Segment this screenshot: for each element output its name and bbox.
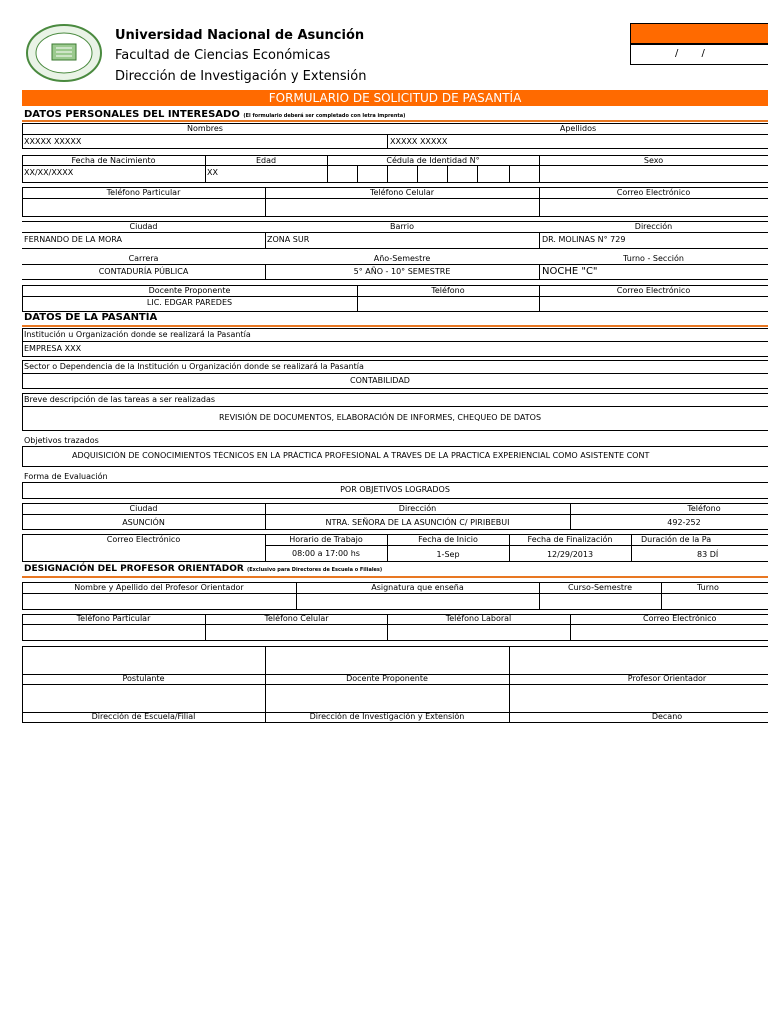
university-seal-logo (26, 24, 102, 82)
docente-correo-label: Correo Electrónico (616, 286, 691, 295)
sector-field[interactable]: CONTABILIDAD (350, 376, 410, 385)
forma-field[interactable]: POR OBJETIVOS LOGRADOS (340, 485, 450, 494)
section-personal-title: DATOS PERSONALES DEL INTERESADO (El formulario deberá ser completado con letra imprenta) (24, 109, 406, 120)
fin-field[interactable]: 12/29/2013 (546, 550, 594, 559)
horario-label: Horario de Trabajo (289, 535, 363, 544)
firma-docente: Docente Proponente (346, 674, 428, 683)
tel-part-label: Teléfono Particular (106, 188, 181, 197)
turno-label: Turno - Sección (623, 254, 684, 263)
firma-profesor: Profesor Orientador (627, 674, 707, 683)
apellidos-field[interactable]: XXXXX XXXXX (390, 137, 448, 146)
ciudad-label: Ciudad (129, 222, 158, 231)
asignatura-label: Asignatura que enseña (371, 583, 464, 592)
tel-cel-label: Teléfono Celular (369, 188, 435, 197)
university-name: Universidad Nacional de Asunción (115, 28, 365, 43)
form-number-box (630, 23, 768, 44)
sector-label: Sector o Dependencia de la Institución u Organización donde se realizará la Pasantía (24, 362, 364, 371)
pas-direccion-field[interactable]: NTRA. SEÑORA DE LA ASUNCIÓN C/ PIRIBEBUI (325, 518, 510, 527)
inst-label: Institución u Organización donde se realizará la Pasantía (24, 330, 251, 339)
faculty-name: Facultad de Ciencias Económicas (115, 48, 331, 63)
forma-label: Forma de Evaluación (24, 472, 108, 481)
docente-field[interactable]: LIC. EDGAR PAREDES (146, 298, 233, 307)
pas-ciudad-field[interactable]: ASUNCIÓN (122, 518, 165, 527)
divider (22, 120, 768, 122)
firma-dir-escuela: Dirección de Escuela/Filial (91, 712, 196, 721)
horario-field[interactable]: 08:00 a 17:00 hs (292, 549, 360, 558)
direccion-label: Dirección (634, 222, 673, 231)
objetivos-label: Objetivos trazados (24, 436, 99, 445)
barrio-field[interactable]: ZONA SUR (267, 235, 310, 244)
divider (22, 325, 768, 327)
sexo-label: Sexo (643, 156, 664, 165)
docente-tel-label: Teléfono (431, 286, 465, 295)
direccion-field[interactable]: DR. MOLINAS N° 729 (542, 235, 626, 244)
pas-ciudad-label: Ciudad (129, 504, 158, 513)
inst-field[interactable]: EMPRESA XXX (24, 344, 82, 353)
edad-field[interactable]: XX (207, 168, 218, 177)
inicio-label: Fecha de Inicio (418, 535, 478, 544)
prof-tel-cel-label: Teléfono Celular (264, 614, 329, 623)
duracion-label: Duración de la Pa (641, 535, 712, 544)
prof-tel-lab-label: Teléfono Laboral (445, 614, 512, 623)
direction-name: Dirección de Investigación y Extensión (115, 69, 367, 84)
fin-label: Fecha de Finalización (527, 535, 613, 544)
firma-decano: Decano (651, 712, 683, 721)
curso-label: Curso-Semestre (567, 583, 633, 592)
carrera-field[interactable]: CONTADURÍA PÚBLICA (98, 267, 189, 276)
edad-label: Edad (255, 156, 277, 165)
duracion-field[interactable]: 83 DÍ (697, 550, 719, 559)
prof-tel-part-label: Teléfono Particular (76, 614, 151, 623)
anio-label: Año-Semestre (373, 254, 431, 263)
turno-prof-label: Turno (697, 583, 719, 592)
correo-label: Correo Electrónico (616, 188, 691, 197)
pas-direccion-label: Dirección (398, 504, 437, 513)
date-box[interactable] (630, 44, 768, 65)
nombres-label: Nombres (187, 124, 223, 133)
tareas-field[interactable]: REVISIÓN DE DOCUMENTOS, ELABORACIÓN DE INFORMES, CHEQUEO DE DATOS (218, 413, 542, 422)
anio-field[interactable]: 5° AÑO - 10° SEMESTRE (353, 267, 451, 276)
firma-dir-inv: Dirección de Investigación y Extensión (309, 712, 465, 721)
firma-postulante: Postulante (122, 674, 165, 683)
form-title: FORMULARIO DE SOLICITUD DE PASANTÍA (22, 90, 768, 106)
barrio-label: Barrio (390, 222, 414, 231)
fecha-nac-label: Fecha de Nacimiento (71, 156, 156, 165)
section-pasantia-title: DATOS DE LA PASANTÍA (24, 312, 158, 323)
nombre-prof-label: Nombre y Apellido del Profesor Orientador (74, 583, 244, 592)
inicio-field[interactable]: 1-Sep (436, 550, 460, 559)
turno-field[interactable]: NOCHE "C" (542, 266, 598, 277)
pas-telefono-field[interactable]: 492-252 (667, 518, 701, 527)
section-orientador-title: DESIGNACIÓN DEL PROFESOR ORIENTADOR (Exclusivo para Directores de Escuela o Filiales) (24, 564, 383, 574)
docente-label: Docente Proponente (148, 286, 231, 295)
fecha-nac-field[interactable]: XX/XX/XXXX (24, 168, 74, 177)
carrera-label: Carrera (128, 254, 159, 263)
prof-correo-label: Correo Electrónico (643, 614, 717, 623)
tareas-label: Breve descripción de las tareas a ser realizadas (24, 395, 216, 404)
pas-telefono-label: Teléfono (687, 504, 721, 513)
cedula-label: Cédula de Identidad N° (386, 156, 480, 165)
objetivos-field[interactable]: ADQUISICIÓN DE CONOCIMIENTOS TÉCNICOS EN LA PRÁCTICA PROFESIONAL A TRAVES DE LA PRACTICA EXPERIENCIAL COMO ASISTENTE CONT (72, 451, 650, 460)
date-slashes: / / (675, 48, 705, 59)
divider (22, 576, 768, 578)
pas-correo-label: Correo Electrónico (106, 535, 181, 544)
nombres-field[interactable]: XXXXX XXXXX (24, 137, 82, 146)
ciudad-field[interactable]: FERNANDO DE LA MORA (24, 235, 122, 244)
apellidos-label: Apellidos (559, 124, 597, 133)
